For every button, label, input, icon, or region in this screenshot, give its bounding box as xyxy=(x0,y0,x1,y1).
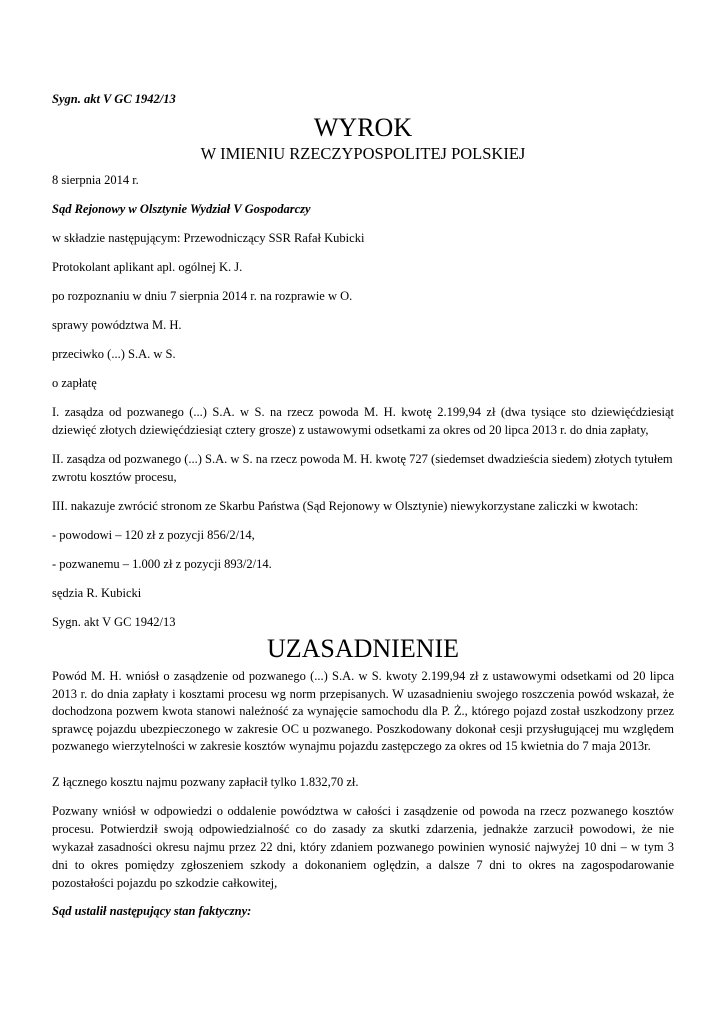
document-subtitle: W IMIENIU RZECZYPOSPOLITEJ POLSKIEJ xyxy=(200,144,526,163)
case-number: Sygn. akt V GC 1942/13 xyxy=(52,92,176,106)
court-composition: w składzie następującym: Przewodniczący SSR Rafał Kubicki xyxy=(52,231,365,245)
claimant-line: sprawy powództwa M. H. xyxy=(52,318,182,332)
hearing-info: po rozpoznaniu w dniu 7 sierpnia 2014 r. na rozprawie w O. xyxy=(52,289,353,303)
justification-title: UZASADNIENIE xyxy=(266,634,460,663)
case-subject: o zapłatę xyxy=(52,376,97,390)
document-page xyxy=(52,0,674,1024)
justification-paragraph-1: Powód M. H. wniósł o zasądzenie od pozwanego (...) S.A. w S. kwoty 2.199,94 zł z ustawowymi odsetkami od 20 lipca 2013 r. do dnia zapłaty i kosztami procesu wg norm przepisanych. W uzasadnieniu swojego roszczenia powód wskazał, że dochodzona pozwem kwota stanowi należność za wynajęcie samochodu dla P. Ż., którego pojazd został uszkodzony przez sprawcę pojazdu ubezpieczonego w zakresie OC u pozwanego. Poszkodowany dokonał cesji przysługującej mu względem pozwanego wierzytelności w zakresie kosztów wynajmu pojazdu zastępczego za okres od 15 kwietnia do 7 maja 2013r. xyxy=(52,669,674,753)
justification-paragraph-1b: Z łącznego kosztu najmu pozwany zapłacił tylko 1.832,70 zł. xyxy=(52,775,359,789)
verdict-point-3: III. nakazuje zwrócić stronom ze Skarbu Państwa (Sąd Rejonowy w Olsztynie) niewykorzystane zaliczki w kwotach: xyxy=(52,499,639,513)
defendant-line: przeciwko (...) S.A. w S. xyxy=(52,347,176,361)
refund-claimant: - powodowi – 120 zł z pozycji 856/2/14, xyxy=(52,528,255,542)
verdict-point-2: II. zasądza od pozwanego (...) S.A. w S. na rzecz powoda M. H. kwotę 727 (siedemset dwadzieścia siedem) złotych tytułem zwrotu kosztów procesu, xyxy=(52,452,673,484)
facts-heading: Sąd ustalił następujący stan faktyczny: xyxy=(52,904,252,918)
case-number-repeat: Sygn. akt V GC 1942/13 xyxy=(52,615,176,629)
verdict-date: 8 sierpnia 2014 r. xyxy=(52,173,139,187)
court-name: Sąd Rejonowy w Olsztynie Wydział V Gospodarczy xyxy=(52,202,311,216)
verdict-point-1: I. zasądza od pozwanego (...) S.A. w S. na rzecz powoda M. H. kwotę 2.199,94 zł (dwa tysiące sto dziewięćdziesiąt dziewięć złotych dziewięćdziesiąt cztery grosze) z ustawowymi odsetkami za okres od 20 lipca 2013 r. do dnia zapłaty, xyxy=(52,405,674,437)
court-clerk: Protokolant aplikant apl. ogólnej K. J. xyxy=(52,260,243,274)
document-title: WYROK xyxy=(313,113,413,142)
judge-signature: sędzia R. Kubicki xyxy=(52,586,142,600)
justification-paragraph-2: Pozwany wniósł w odpowiedzi o oddalenie powództwa w całości i zasądzenie od powoda na rzecz pozwanego kosztów procesu. Potwierdził swoją odpowiedzialność co do zasady za skutki zdarzenia, jednakże zarzucił powodowi, że nie wykazał zasadności okresu najmu przez 22 dni, który zdaniem pozwanego powinien wynosić najwyżej 10 dni – w tym 3 dni to okres pomiędzy zgłoszeniem szkody a dokonaniem oględzin, a dalsze 7 dni to okres na zagospodarowanie pozostałości pojazdu po szkodzie całkowitej, xyxy=(52,804,674,890)
refund-defendant: - pozwanemu – 1.000 zł z pozycji 893/2/14. xyxy=(52,557,272,571)
